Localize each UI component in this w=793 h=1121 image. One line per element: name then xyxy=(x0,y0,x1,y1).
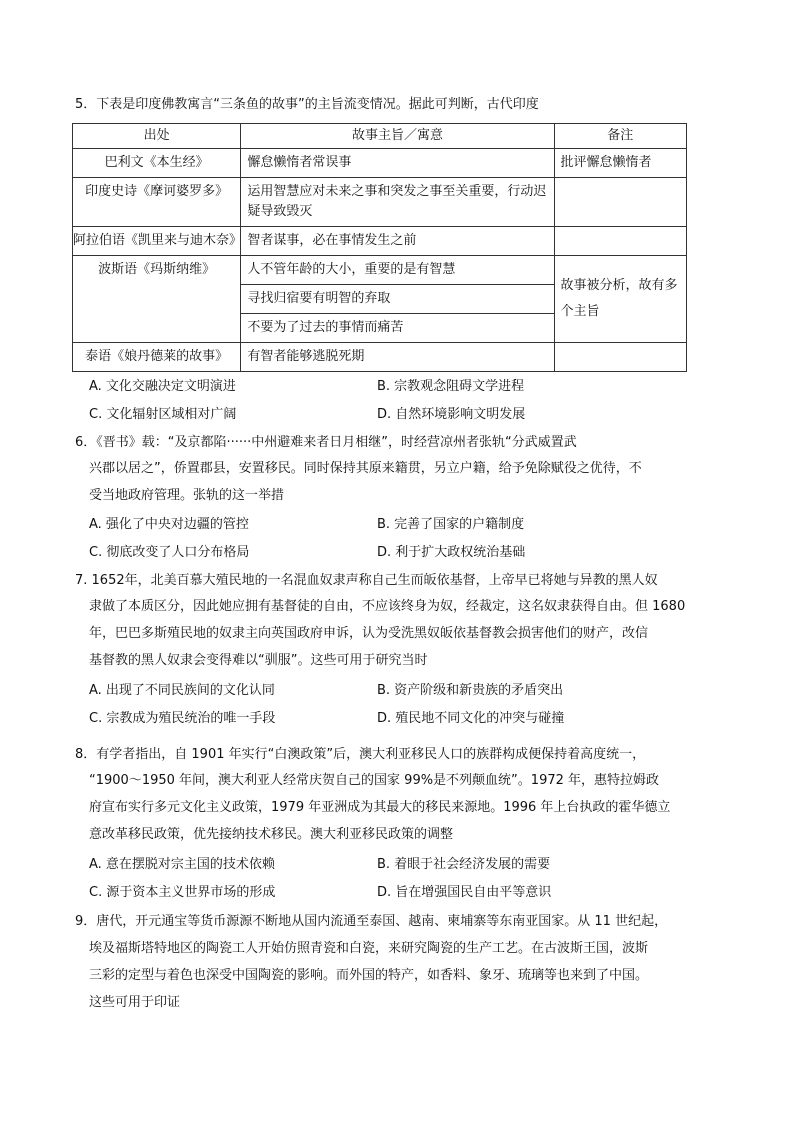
q8-stem-line: 府宣布实行多元文化主义政策，1979 年亚洲成为其最大的移民来源地。1996 年上台执政的霍华德立 xyxy=(89,800,671,815)
q8-option-d[interactable]: D. 旨在增强国民自由平等意识 xyxy=(377,885,552,900)
q8-option-c[interactable]: C. 源于资本主义世界市场的形成 xyxy=(89,885,276,900)
q6-option-b[interactable]: B. 完善了国家的户籍制度 xyxy=(377,517,525,532)
q9-stem-line: 埃及福斯塔特地区的陶瓷工人开始仿照青瓷和白瓷，来研究陶瓷的生产工艺。在古波斯王国，波斯 xyxy=(89,941,649,956)
q6-option-c[interactable]: C. 彻底改变了人口分布格局 xyxy=(89,545,250,560)
row-theme: 智者谋事，必在事情发生之前 xyxy=(241,227,554,256)
q6-stem-line: 兴郡以居之”，侨置郡县，安置移民。同时保持其原来籍贯，另立户籍，给予免除赋役之优待，不 xyxy=(89,461,642,476)
row-note xyxy=(554,178,686,227)
row-theme: 运用智慧应对未来之事和突发之事至关重要，行动迟疑导致毁灭 xyxy=(241,178,554,227)
q9-stem-line: 三彩的定型与着色也深受中国陶瓷的影响。而外国的特产，如香料、象牙、琉璃等也来到了中国。 xyxy=(89,968,649,983)
q6-stem-line: 6．《晋书》载：“及京都陷······中州避难来者日月相继”，时经营凉州者张轨“分武威置武 xyxy=(75,435,577,450)
table-row xyxy=(73,178,687,227)
header-theme: 故事主旨／寓意 xyxy=(241,124,554,149)
table-row xyxy=(73,149,687,178)
q7-option-a[interactable]: A. 出现了不同民族间的文化认同 xyxy=(89,683,275,698)
q8-stem-line: 8．有学者指出，自 1901 年实行“白澳政策”后，澳大利亚移民人口的族群构成便保持着高度统一， xyxy=(75,747,646,762)
q9-stem-line: 9．唐代，开元通宝等货币源源不断地从国内流通至泰国、越南、柬埔寨等东南亚国家。从 11 世纪起， xyxy=(75,914,668,929)
q5-option-c[interactable]: C. 文化辐射区域相对广阔 xyxy=(89,407,237,422)
q7-stem-line: 基督教的黑人奴隶会变得难以“驯服”。这些可用于研究当时 xyxy=(89,653,428,668)
header-source: 出处 xyxy=(73,124,241,149)
q6-option-d[interactable]: D. 利于扩大政权统治基础 xyxy=(377,545,526,560)
header-note: 备注 xyxy=(554,124,686,149)
q8-option-a[interactable]: A. 意在摆脱对宗主国的技术依赖 xyxy=(89,857,275,872)
row-source: 巴利文《本生经》 xyxy=(73,149,241,178)
q7-stem-line: 年，巴巴多斯殖民地的奴隶主向英国政府申诉，认为受洗黑奴皈依基督教会损害他们的财产，改信 xyxy=(89,626,649,641)
row-theme: 不要为了过去的事情而痛苦 xyxy=(241,314,554,343)
row-note: 故事被分析，故有多个主旨 xyxy=(554,256,686,343)
row-source: 阿拉伯语《凯里来与迪木奈》 xyxy=(73,227,241,256)
row-source: 波斯语《玛斯纳维》 xyxy=(73,256,241,343)
q8-stem-line: 意改革移民政策，优先接纳技术移民。澳大利亚移民政策的调整 xyxy=(89,827,454,842)
q5-stem: 5．下表是印度佛教寓言“三条鱼的故事”的主旨流变情况。据此可判断，古代印度 xyxy=(75,97,539,112)
q7-option-b[interactable]: B. 资产阶级和新贵族的矛盾突出 xyxy=(377,683,564,698)
table-header-row xyxy=(73,124,687,149)
q7-option-d[interactable]: D. 殖民地不同文化的冲突与碰撞 xyxy=(377,711,565,726)
q5-option-d[interactable]: D. 自然环境影响文明发展 xyxy=(377,407,526,422)
row-theme: 有智者能够逃脱死期 xyxy=(241,343,554,372)
q7-option-c[interactable]: C. 宗教成为殖民统治的唯一手段 xyxy=(89,711,276,726)
row-theme: 懈怠懒惰者常误事 xyxy=(241,149,554,178)
q6-option-a[interactable]: A. 强化了中央对边疆的管控 xyxy=(89,517,249,532)
row-note xyxy=(554,227,686,256)
row-note: 批评懈怠懒惰者 xyxy=(554,149,686,178)
q5-option-a[interactable]: A. 文化交融决定文明演进 xyxy=(89,379,236,394)
q7-stem-line: 隶做了本质区分，因此她应拥有基督徒的自由，不应该终身为奴，经裁定，这名奴隶获得自由。但 1680 xyxy=(89,599,686,614)
table-row xyxy=(73,343,687,372)
q8-stem-line: “1900～1950 年间，澳大利亚人经常庆贺自己的国家 99%是不列颠血统”。1972 年，惠特拉姆政 xyxy=(89,773,660,788)
row-note xyxy=(554,343,686,372)
q8-option-b[interactable]: B. 着眼于社会经济发展的需要 xyxy=(377,857,551,872)
row-source: 印度史诗《摩诃婆罗多》 xyxy=(73,178,241,227)
row-theme: 寻找归宿要有明智的弃取 xyxy=(241,285,554,314)
q9-stem-line: 这些可用于印证 xyxy=(89,995,181,1010)
q7-stem-line: 7. 1652年，北美百慕大殖民地的一名混血奴隶声称自己生而皈依基督，上帝早已将她与异教的黑人奴 xyxy=(75,573,658,588)
story-table xyxy=(72,123,687,372)
row-theme: 人不管年龄的大小，重要的是有智慧 xyxy=(241,256,554,285)
row-source: 泰语《娘丹德莱的故事》 xyxy=(73,343,241,372)
q6-stem-line: 受当地政府管理。张轨的这一举措 xyxy=(89,488,285,503)
table-row xyxy=(73,227,687,256)
table-row xyxy=(73,256,687,285)
q5-option-b[interactable]: B. 宗教观念阻碍文学进程 xyxy=(377,379,525,394)
